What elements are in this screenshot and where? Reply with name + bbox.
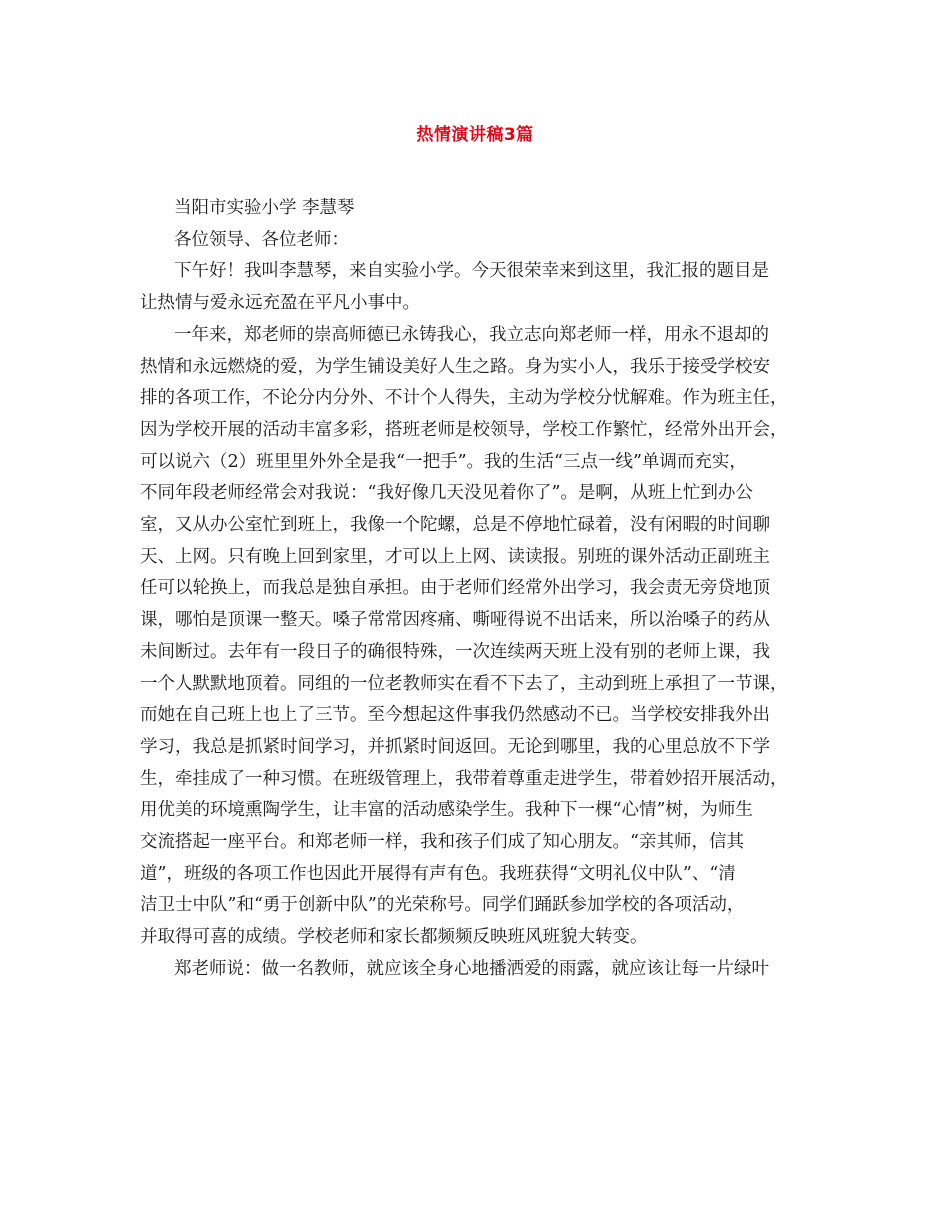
body-line: 当阳市实验小学 李慧琴 [174, 198, 355, 218]
body-line: 让热情与爱永远充盈在平凡小事中。 [140, 293, 420, 314]
body-line: 下午好！我叫李慧琴，来自实验小学。今天很荣幸来到这里，我汇报的题目是 [174, 261, 769, 282]
body-line: 道”，班级的各项工作也因此开展得有声有色。我班获得“文明礼仪中队”、“清 [140, 863, 736, 884]
body-line: 热情和永远燃烧的爱，为学生铺设美好人生之路。身为实小人，我乐于接受学校安 [140, 356, 770, 377]
body-line: 未间断过。去年有一段日子的确很特殊，一次连续两天班上没有别的老师上课，我 [140, 641, 770, 662]
body-line: 排的各项工作，不论分内分外、不计个人得失，主动为学校分忧解难。作为班主任， [140, 388, 788, 409]
body-line: 天、上网。只有晚上回到家里，才可以上上网、读读报。别班的课外活动正副班主 [140, 546, 770, 567]
body-line: 任可以轮换上，而我总是独自承担。由于老师们经常外出学习，我会责无旁贷地顶 [140, 578, 770, 599]
body-line: 用优美的环境熏陶学生，让丰富的活动感染学生。我种下一棵“心情”树，为师生 [140, 800, 753, 821]
body-line: 室，又从办公室忙到班上，我像一个陀螺，总是不停地忙碌着，没有闲暇的时间聊 [140, 515, 770, 536]
body-line: 交流搭起一座平台。和郑老师一样，我和孩子们成了知心朋友。“亲其师，信其 [140, 832, 744, 853]
body-line: 洁卫士中队”和“勇于创新中队”的光荣称号。同学们踊跃参加学校的各项活动， [140, 895, 745, 916]
body-line: 生，牵挂成了一种习惯。在班级管理上，我带着尊重走进学生，带着妙招开展活动， [140, 768, 788, 789]
body-line: 郑老师说：做一名教师，就应该全身心地播洒爱的雨露，就应该让每一片绿叶 [174, 958, 769, 979]
body-line: 各位领导、各位老师： [174, 229, 349, 250]
body-line: 不同年段老师经常会对我说：“我好像几天没见着你了”。是啊，从班上忙到办公 [140, 483, 753, 504]
body-line: 而她在自己班上也上了三节。至今想起这件事我仍然感动不已。当学校安排我外出 [140, 705, 770, 726]
body-line: 学习，我总是抓紧时间学习，并抓紧时间返回。无论到哪里，我的心里总放不下学 [140, 736, 770, 757]
body-line: 一年来，郑老师的崇高师德已永铸我心，我立志向郑老师一样，用永不退却的 [174, 324, 769, 345]
body-line: 一个人默默地顶着。同组的一位老教师实在看不下去了，主动到班上承担了一节课， [140, 673, 788, 694]
body-line: 可以说六（2）班里里外外全是我“一把手”。我的生活“三点一线”单调而充实， [140, 451, 747, 472]
body-line: 因为学校开展的活动丰富多彩，搭班老师是校领导，学校工作繁忙，经常外出开会， [140, 419, 788, 440]
document-body [140, 193, 820, 986]
body-line: 并取得可喜的成绩。学校老师和家长都频频反映班风班貌大转变。 [140, 927, 648, 948]
document-title: 热情演讲稿3篇 [416, 125, 534, 145]
body-line: 课，哪怕是顶课一整天。嗓子常常因疼痛、嘶哑得说不出话来，所以治嗓子的药从 [140, 610, 770, 631]
